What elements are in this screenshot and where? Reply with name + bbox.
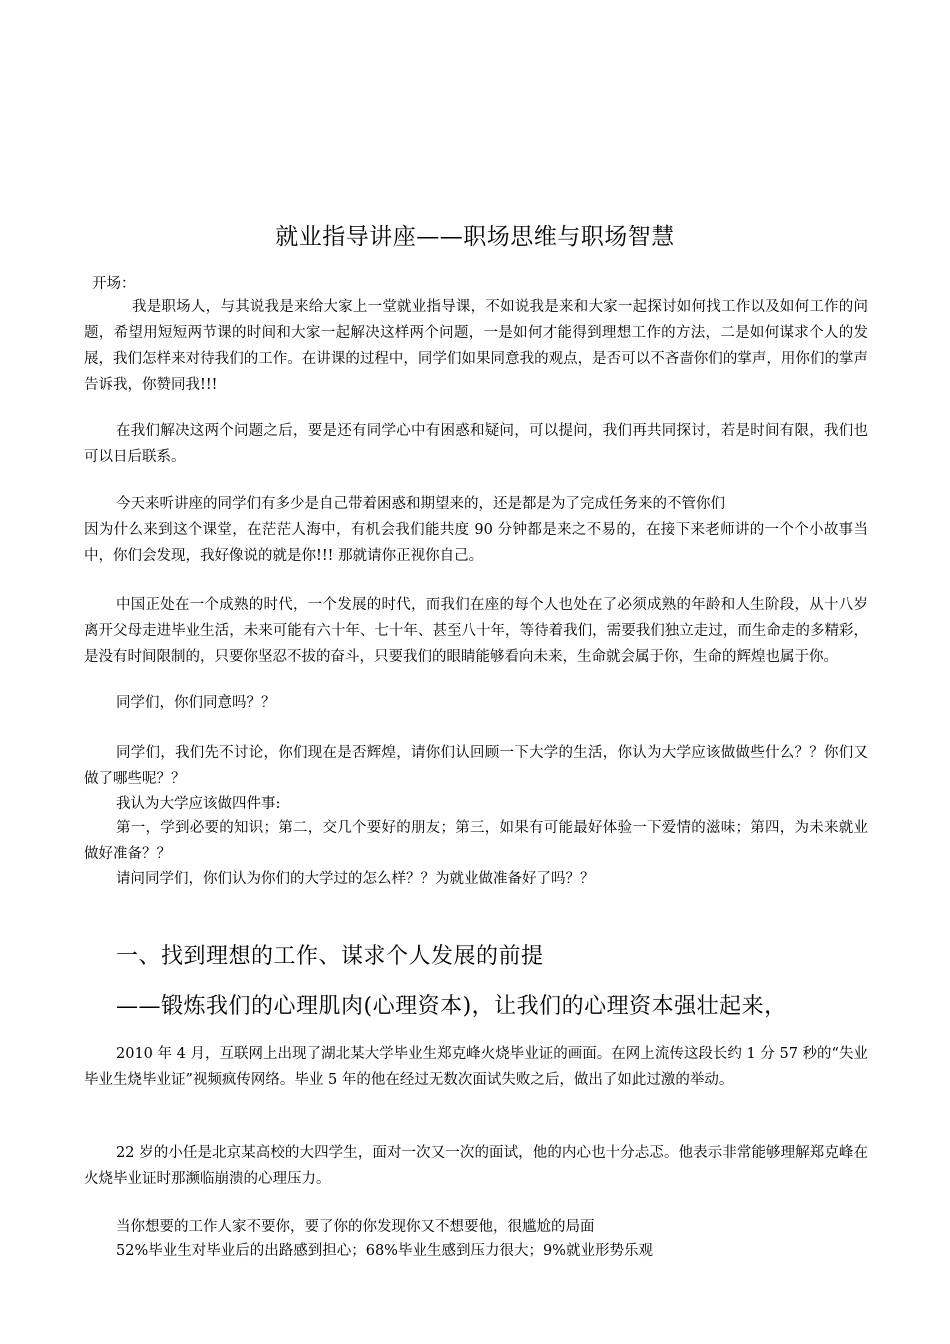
paragraph-audience-rest: 因为什么来到这个课堂，在茫茫人海中，有机会我们能共度 90 分钟都是来之不易的，在接下来老师讲的一个个小故事当中，你们会发现，我好像说的就是你!!! 那就请你正视你自己。 — [84, 522, 868, 564]
paragraph-statistics: 52%毕业生对毕业后的出路感到担心；68%毕业生感到压力很大；9%就业形势乐观 — [116, 1243, 653, 1259]
paragraph-questions: 在我们解决这两个问题之后，要是还有同学心中有困惑和疑问，可以提问，我们再共同探讨，若是时间有限，我们也可以日后联系。 — [84, 423, 868, 465]
section-heading: 一、找到理想的工作、谋求个人发展的前提 — [116, 944, 544, 969]
paragraph-intro: 我是职场人，与其说我是来给大家上一堂就业指导课，不如说我是来和大家一起探讨如何找工作以及如何工作的问题，希望用短短两节课的时间和大家一起解决这样两个问题，一是如何才能得到理想工作的方法，二是如何谋求个人的发展，我们怎样来对待我们的工作。在讲课的过程中，同学们如果同意我的观点，是否可以不吝啬你们的掌声，用你们的掌声告诉我，你赞同我!!! — [84, 299, 868, 393]
paragraph-list: 第一，学到必要的知识；第二，交几个要好的朋友；第三，如果有可能最好体验一下爱情的滋味；第四，为未来就业做好准备？？ — [84, 820, 868, 862]
paragraph-agree: 同学们，你们同意吗？？ — [116, 695, 276, 711]
opening-label: 开场： — [92, 276, 136, 292]
paragraph-news: 2010 年 4 月，互联网上出现了湖北某大学毕业生郑克峰火烧毕业证的画面。在网上流传这段长约 1 分 57 秒的“失业毕业生烧毕业证”视频疯传网络。毕业 5 年的他在经过无数次面试失败之后，做出了如此过激的举动。 — [84, 1046, 868, 1088]
paragraph-student: 22 岁的小任是北京某高校的大四学生，面对一次又一次的面试，他的内心也十分忐忑。他表示非常能够理解郑克峰在火烧毕业证时那濒临崩溃的心理压力。 — [84, 1145, 868, 1187]
paragraph-review: 同学们，我们先不讨论，你们现在是否辉煌，请你们认回顾一下大学的生活，你认为大学应该做做些什么？？你们又做了哪些呢？？ — [84, 745, 868, 787]
paragraph-dilemma: 当你想要的工作人家不要你，要了你的你发现你又不想要他，很尴尬的局面 — [116, 1219, 595, 1235]
paragraph-audience-line1: 今天来听讲座的同学们有多少是自己带着困惑和期望来的，还是都是为了完成任务来的不管你们 — [116, 496, 725, 512]
paragraph-ask: 请问同学们，你们认为你们的大学过的怎么样？？为就业做准备好了吗？？ — [116, 871, 595, 887]
section-subheading: ——锻炼我们的心理肌肉(心理资本)，让我们的心理资本强壮起来， — [116, 994, 787, 1019]
paragraph-era: 中国正处在一个成熟的时代，一个发展的时代，而我们在座的每个人也处在了必须成熟的年龄和人生阶段，从十八岁离开父母走进毕业生活，未来可能有六十年、七十年、甚至八十年，等待着我们，需要我们独立走过，而生命走的多精彩，是没有时间限制的，只要你坚忍不拔的奋斗，只要我们的眼睛能够看向未来，生命就会属于你，生命的辉煌也属于你。 — [84, 597, 868, 665]
page-title: 就业指导讲座——职场思维与职场智慧 — [275, 224, 675, 250]
paragraph-four-things: 我认为大学应该做四件事: — [116, 796, 281, 812]
